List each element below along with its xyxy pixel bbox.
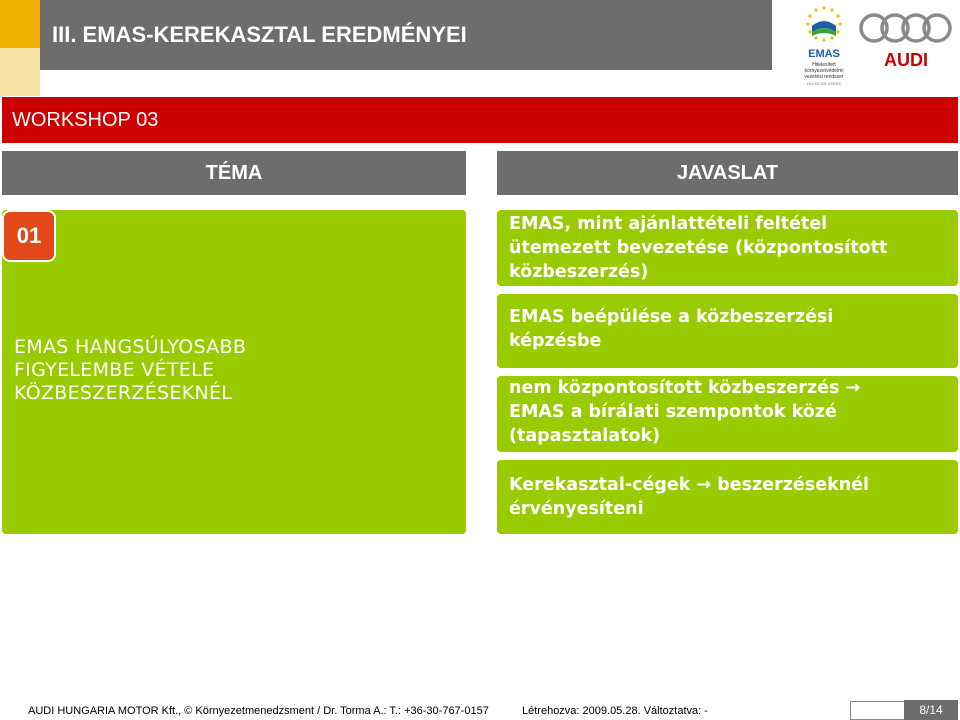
title-accent-block-light xyxy=(0,48,40,96)
title-accent-block xyxy=(0,0,40,48)
footer-dates: Létrehozva: 2009.05.28. Változtatva: - xyxy=(522,705,708,717)
proposal-line: (tapasztalatok) xyxy=(509,426,661,446)
page-title: III. EMAS-KEREKASZTAL EREDMÉNYEI xyxy=(52,22,467,47)
proposal-line: nem központosított közbeszerzés → xyxy=(509,378,861,398)
emas-logo-caption-2: környezetvédelmi xyxy=(804,68,844,74)
page-number: 8/14 xyxy=(904,700,958,720)
proposal-line: közbeszerzés) xyxy=(509,262,649,282)
proposal-box-4 xyxy=(497,460,958,534)
emas-logo-caption-1: Hitelesített xyxy=(812,62,836,68)
emas-logo-reg: HU-XX-XX-XXXXX xyxy=(807,81,841,86)
footer-copyright: AUDI HUNGARIA MOTOR Kft., © Környezetmenedzsment / Dr. Torma A.: T.: +36-30-767-0157 xyxy=(28,705,489,717)
emas-logo-caption-3: vezetési rendszer xyxy=(804,74,844,80)
topic-number-badge: 01 xyxy=(2,210,56,262)
audi-logo-wordmark: AUDI xyxy=(884,50,928,70)
proposal-line: EMAS, mint ajánlattételi feltétel xyxy=(509,214,828,234)
column-header-proposal-label: JAVASLAT xyxy=(676,161,779,184)
proposal-line: ütemezett bevezetése (központosított xyxy=(509,238,888,258)
proposal-box-2 xyxy=(497,294,958,368)
proposal-line: képzésbe xyxy=(509,331,602,351)
topic-line: FIGYELEMBE VÉTELE xyxy=(14,359,215,381)
column-header-proposal xyxy=(497,151,958,195)
emas-logo-wordmark: EMAS xyxy=(808,48,840,60)
column-header-topic-label: TÉMA xyxy=(205,161,263,184)
proposal-line: érvényesíteni xyxy=(509,499,644,519)
audi-logo xyxy=(856,10,956,74)
workshop-label: WORKSHOP 03 xyxy=(12,109,159,131)
proposal-line: EMAS beépülése a közbeszerzési xyxy=(509,307,834,327)
topic-line: KÖZBESZERZÉSEKNÉL xyxy=(14,382,233,404)
topic-line: EMAS HANGSÚLYOSABB xyxy=(14,336,247,358)
topic-text xyxy=(14,336,434,405)
proposal-box-3 xyxy=(497,376,958,452)
proposal-box-1 xyxy=(497,210,958,286)
proposal-line: EMAS a bírálati szempontok közé xyxy=(509,402,837,422)
column-header-topic xyxy=(2,151,466,195)
emas-logo xyxy=(796,2,852,88)
proposal-line: Kerekasztal-cégek → beszerzéseknél xyxy=(509,475,870,495)
